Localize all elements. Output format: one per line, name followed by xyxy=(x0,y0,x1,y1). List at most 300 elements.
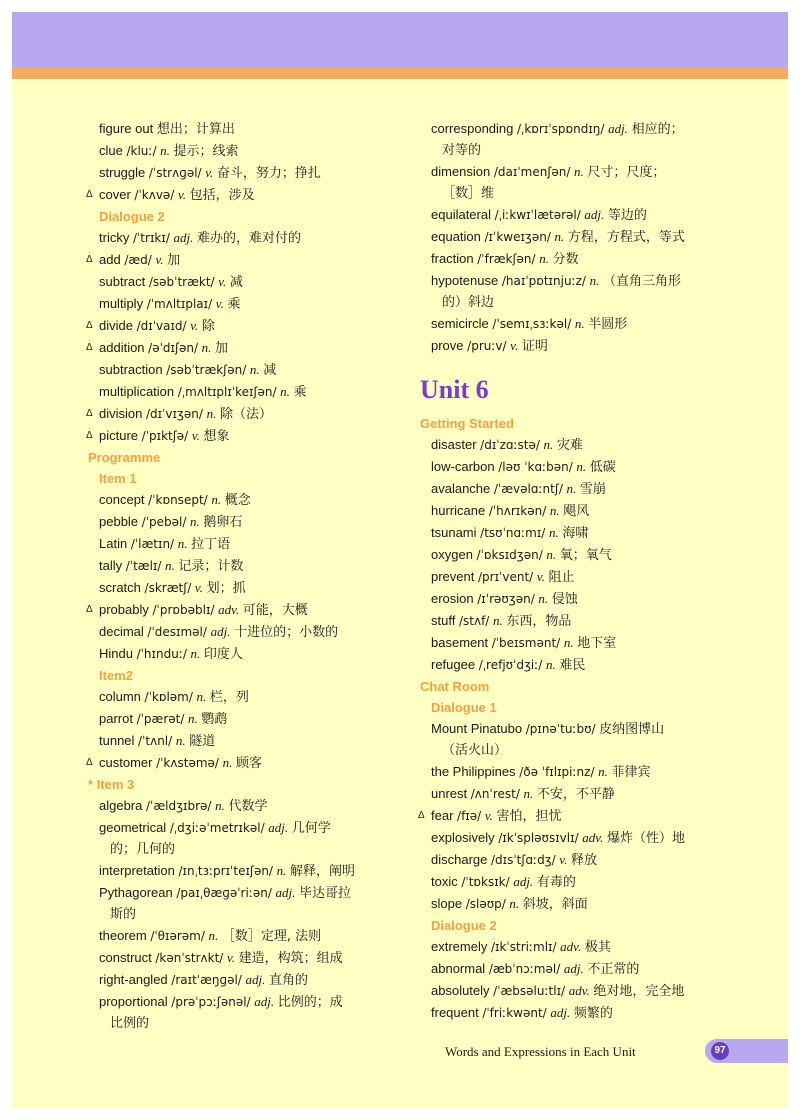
entry-meaning: 代数学 xyxy=(228,799,268,814)
vocab-entry xyxy=(88,511,398,533)
entry-phonetic: /æbˈnɔːməl/ xyxy=(488,962,561,976)
entry-continuation xyxy=(88,904,398,925)
entry-meaning: 分数 xyxy=(552,252,579,267)
delta-mark: Δ xyxy=(86,320,93,331)
entry-word: interpretation xyxy=(99,863,175,878)
entry-part-of-speech: n. xyxy=(538,591,549,606)
entry-part-of-speech: n. xyxy=(548,525,559,540)
entry-word: avalanche xyxy=(431,481,491,496)
entry-phonetic: /ɪˈkweɪʒən/ xyxy=(484,230,551,244)
entry-meaning-continued: 的；几何的 xyxy=(110,842,176,857)
entry-meaning: 概念 xyxy=(224,493,251,508)
entry-word: tunnel xyxy=(99,733,135,748)
vocab-entry xyxy=(88,643,398,665)
entry-phonetic: /səbˈtrækʃən/ xyxy=(166,363,247,377)
entry-meaning: 几何学 xyxy=(291,821,331,836)
entry-meaning: 释放 xyxy=(570,853,597,868)
entry-phonetic: /raɪtˈæŋɡəl/ xyxy=(171,973,242,987)
section-heading xyxy=(420,915,720,936)
entry-meaning: 隧道 xyxy=(189,734,216,749)
entry-word: multiply xyxy=(99,296,144,311)
entry-word: probably xyxy=(99,602,149,617)
entry-phonetic: /ɪkˈspləʊsɪvlɪ/ xyxy=(498,831,579,845)
entry-meaning: 阻止 xyxy=(548,570,575,585)
entry-part-of-speech: adv. xyxy=(568,983,590,998)
entry-phonetic: /ˌkɒrɪˈspɒndɪŋ/ xyxy=(517,122,605,136)
vocab-entry xyxy=(420,335,720,357)
entry-meaning: ［数］定理, 法则 xyxy=(221,929,322,944)
entry-phonetic: /ˈɒksɪdʒən/ xyxy=(476,548,543,562)
vocab-entry xyxy=(420,893,720,915)
vocab-entry xyxy=(88,403,398,425)
entry-phonetic: /ˈkɒləm/ xyxy=(144,690,193,704)
vocab-entry xyxy=(420,161,720,183)
entry-meaning: 菲律宾 xyxy=(611,765,651,780)
vocab-entry xyxy=(88,425,398,447)
right-column-bottom xyxy=(420,413,720,1024)
header-band xyxy=(12,12,788,68)
entry-meaning-continued: 对等的 xyxy=(442,143,482,158)
entry-word: right-angled xyxy=(99,972,168,987)
entry-part-of-speech: v. xyxy=(536,569,545,584)
vocab-entry xyxy=(88,817,398,839)
vocab-entry xyxy=(88,969,398,991)
entry-phonetic: /ˈtʌnl/ xyxy=(138,734,173,748)
entry-meaning: 飓风 xyxy=(563,504,590,519)
entry-meaning: 证明 xyxy=(521,339,548,354)
entry-phonetic: /ˌmʌltɪplɪˈkeɪʃən/ xyxy=(177,385,277,399)
vocab-entry xyxy=(88,599,398,621)
entry-meaning: 爆炸（性）地 xyxy=(606,831,685,846)
entry-word: disaster xyxy=(431,437,477,452)
entry-part-of-speech: v. xyxy=(226,950,236,965)
entry-phonetic: /ˈprɒbəblɪ/ xyxy=(152,603,215,617)
entry-word: discharge xyxy=(431,852,488,867)
vocab-entry xyxy=(420,632,720,654)
entry-part-of-speech: n. xyxy=(188,711,198,726)
entry-word: prevent xyxy=(431,569,475,584)
entry-phonetic: /æd/ xyxy=(124,253,152,267)
entry-word: refugee xyxy=(431,657,476,672)
entry-part-of-speech: adv. xyxy=(560,939,582,954)
entry-part-of-speech: n. xyxy=(249,362,260,377)
section-heading xyxy=(88,206,398,227)
entry-phonetic: /ˈkɒnsept/ xyxy=(148,493,208,507)
delta-mark: Δ xyxy=(86,408,93,419)
entry-meaning: 害怕，担忧 xyxy=(496,809,562,824)
entry-meaning: 包括，涉及 xyxy=(189,188,255,203)
entry-meaning: 记录；计数 xyxy=(178,559,244,574)
entry-phonetic: /ˈpebəl/ xyxy=(141,515,187,529)
vocab-entry xyxy=(88,860,398,882)
entry-part-of-speech: n. xyxy=(211,492,222,507)
vocab-entry xyxy=(420,566,720,588)
entry-word: add xyxy=(99,252,121,267)
entry-part-of-speech: n. xyxy=(574,316,585,331)
entry-part-of-speech: adj. xyxy=(210,624,231,639)
entry-meaning: 雪崩 xyxy=(579,482,606,497)
entry-word: explosively xyxy=(431,830,495,845)
entry-phonetic: /ˈlætɪn/ xyxy=(130,537,175,551)
entry-word: scratch xyxy=(99,580,141,595)
vocab-entry xyxy=(420,226,720,248)
entry-part-of-speech: v. xyxy=(215,296,224,311)
entry-phonetic: /ˈsemɪˌsɜːkəl/ xyxy=(492,317,572,331)
entry-part-of-speech: v. xyxy=(155,252,164,267)
section-label: Getting Started xyxy=(420,416,514,431)
entry-part-of-speech: v. xyxy=(218,274,227,289)
entry-word: hypotenuse xyxy=(431,273,499,288)
right-column-top xyxy=(420,118,720,357)
entry-part-of-speech: n. xyxy=(222,755,233,770)
vocab-entry xyxy=(88,533,398,555)
section-label: Dialogue 2 xyxy=(99,209,165,224)
section-label: Item 1 xyxy=(99,471,137,486)
entry-word: construct xyxy=(99,950,152,965)
vocab-entry xyxy=(88,795,398,817)
delta-mark: Δ xyxy=(86,189,93,200)
entry-part-of-speech: n. xyxy=(215,798,225,813)
entry-part-of-speech: v. xyxy=(191,428,200,443)
entry-part-of-speech: n. xyxy=(208,928,219,943)
section-heading xyxy=(88,447,398,468)
entry-phonetic: /dɪˈvaɪd/ xyxy=(136,319,187,333)
entry-meaning: 想象 xyxy=(203,429,230,444)
entry-phonetic: /dɪˈvɪʒən/ xyxy=(145,407,203,421)
delta-mark: Δ xyxy=(86,342,93,353)
entry-word: prove xyxy=(431,338,464,353)
section-label: Item2 xyxy=(99,668,133,683)
vocab-entry xyxy=(420,118,720,140)
entry-phonetic: /haɪˈpɒtɪnjuːz/ xyxy=(501,274,586,288)
entry-continuation xyxy=(88,839,398,860)
entry-phonetic: /ˌdʒiːəˈmetrɪkəl/ xyxy=(169,821,265,835)
entry-meaning: 加 xyxy=(215,341,229,356)
entry-meaning: 除 xyxy=(201,319,215,334)
entry-word: absolutely xyxy=(431,983,490,998)
vocab-entry xyxy=(88,293,398,315)
entry-meaning: 减 xyxy=(229,275,243,290)
entry-phonetic: /ˈævəlɑːntʃ/ xyxy=(493,482,563,496)
vocab-entry xyxy=(88,162,398,184)
entry-phonetic: /ˈtælɪ/ xyxy=(125,559,162,573)
entry-phonetic: /ˈdesɪməl/ xyxy=(147,625,207,639)
entry-meaning: （直角三角形 xyxy=(602,274,681,289)
entry-meaning: 提示；线索 xyxy=(173,144,239,159)
entry-phonetic: /fɪə/ xyxy=(457,809,482,823)
entry-word: tally xyxy=(99,558,123,573)
vocab-entry xyxy=(420,544,720,566)
entry-word: stuff xyxy=(431,613,456,628)
entry-meaning-continued: 比例的 xyxy=(110,1016,150,1031)
entry-meaning: 加 xyxy=(167,253,181,268)
entry-part-of-speech: adv. xyxy=(582,830,604,845)
entry-word: corresponding xyxy=(431,121,514,136)
vocab-entry xyxy=(88,359,398,381)
entry-part-of-speech: adj. xyxy=(173,230,194,245)
entry-part-of-speech: n. xyxy=(554,229,565,244)
entry-meaning: 半圆形 xyxy=(588,317,628,332)
entry-phonetic: /pruːv/ xyxy=(467,339,507,353)
entry-phonetic: /ɪnˌtɜːprɪˈteɪʃən/ xyxy=(178,864,273,878)
entry-meaning: 划；抓 xyxy=(206,581,246,596)
entry-word: subtraction xyxy=(99,362,163,377)
entry-phonetic: /ˈkʌvə/ xyxy=(134,188,175,202)
vocab-entry xyxy=(88,315,398,337)
entry-part-of-speech: n. xyxy=(546,547,557,562)
section-label: Programme xyxy=(88,450,161,465)
entry-meaning: 鹅卵石 xyxy=(203,515,243,530)
entry-phonetic: /ˈhʌrɪkən/ xyxy=(488,504,547,518)
entry-meaning: 有毒的 xyxy=(536,875,576,890)
entry-meaning: 直角的 xyxy=(268,973,308,988)
section-star: * xyxy=(88,777,94,792)
entry-phonetic: /ˈhɪnduː/ xyxy=(136,647,187,661)
entry-word: algebra xyxy=(99,798,143,813)
entry-meaning: 减 xyxy=(263,363,277,378)
vocab-entry xyxy=(420,980,720,1002)
entry-part-of-speech: v. xyxy=(194,580,203,595)
entry-word: subtract xyxy=(99,274,146,289)
entry-part-of-speech: n. xyxy=(598,764,608,779)
vocab-entry xyxy=(420,610,720,632)
entry-meaning: 建造，构筑；组成 xyxy=(238,951,343,966)
vocab-entry xyxy=(420,654,720,676)
unit-title: Unit 6 xyxy=(420,375,489,404)
entry-word: the Philippines xyxy=(431,764,516,779)
entry-phonetic: /skrætʃ/ xyxy=(144,581,192,595)
entry-phonetic: /ləʊ ˈkɑːbən/ xyxy=(498,460,573,474)
entry-meaning: 灾难 xyxy=(556,438,583,453)
entry-phonetic: /pɪnəˈtuːbʊ/ xyxy=(525,722,596,736)
vocab-entry xyxy=(420,783,720,805)
entry-meaning: 侵蚀 xyxy=(551,592,578,607)
entry-meaning: 尺寸；尺度； xyxy=(587,165,666,180)
entry-part-of-speech: n. xyxy=(190,646,201,661)
entry-word: multiplication xyxy=(99,384,175,399)
section-label: Dialogue 2 xyxy=(431,918,497,933)
entry-word: frequent xyxy=(431,1005,479,1020)
entry-part-of-speech: n. xyxy=(563,635,574,650)
entry-word: parrot xyxy=(99,711,133,726)
section-heading xyxy=(88,468,398,489)
vocab-entry xyxy=(88,621,398,643)
entry-word: dimension xyxy=(431,164,491,179)
entry-word: oxygen xyxy=(431,547,473,562)
delta-mark: Δ xyxy=(86,604,93,615)
entry-part-of-speech: adj. xyxy=(563,961,584,976)
vocab-entry xyxy=(420,1002,720,1024)
entry-meaning: 相应的； xyxy=(631,122,684,137)
vocab-entry xyxy=(420,313,720,335)
vocab-entry xyxy=(88,337,398,359)
entry-phonetic: /ðə ˈfɪlɪpiːnz/ xyxy=(519,765,595,779)
entry-phonetic: /ˈfrækʃən/ xyxy=(477,252,536,266)
entry-meaning: 奋斗，努力；挣扎 xyxy=(216,166,321,181)
entry-phonetic: /ˈkʌstəmə/ xyxy=(156,756,219,770)
entry-word: Pythagorean xyxy=(99,885,173,900)
entry-meaning-continued: （活火山） xyxy=(442,743,508,758)
entry-meaning: 氧；氧气 xyxy=(559,548,612,563)
entry-meaning: 不正常的 xyxy=(587,962,640,977)
entry-word: abnormal xyxy=(431,961,486,976)
entry-meaning: 栏，列 xyxy=(209,690,249,705)
entry-meaning: 低碳 xyxy=(589,460,616,475)
entry-meaning: 鹦鹉 xyxy=(201,712,228,727)
entry-phonetic: /ˈbeɪsmənt/ xyxy=(491,636,561,650)
entry-part-of-speech: v. xyxy=(177,187,187,202)
entry-meaning: 顾客 xyxy=(235,756,262,771)
delta-mark: Δ xyxy=(86,430,93,441)
vocab-entry xyxy=(420,718,720,740)
left-column xyxy=(88,118,398,1034)
entry-word: picture xyxy=(99,428,139,443)
vocab-entry xyxy=(420,849,720,871)
entry-phonetic: /səbˈtrækt/ xyxy=(148,275,215,289)
entry-word: tricky xyxy=(99,230,130,245)
entry-part-of-speech: n. xyxy=(175,733,186,748)
entry-phonetic: /tsʊˈnɑːmɪ/ xyxy=(480,526,546,540)
entry-phonetic: /ˈstrʌɡəl/ xyxy=(148,166,202,180)
entry-meaning: 不安，不平静 xyxy=(536,787,615,802)
entry-phonetic: /ˈfriːkwənt/ xyxy=(482,1006,547,1020)
entry-phonetic: /ɪˈrəʊʒən/ xyxy=(477,592,535,606)
entry-part-of-speech: v. xyxy=(190,318,199,333)
entry-phonetic: /daɪˈmenʃən/ xyxy=(493,165,571,179)
entry-word: basement xyxy=(431,635,489,650)
section-heading xyxy=(88,774,398,795)
vocab-entry xyxy=(420,936,720,958)
entry-phonetic: /ˈpɪktʃə/ xyxy=(141,429,189,443)
delta-mark: Δ xyxy=(86,254,93,265)
entry-phonetic: /ˈældʒɪbrə/ xyxy=(146,799,212,813)
entry-word: Latin xyxy=(99,536,128,551)
entry-word: geometrical xyxy=(99,820,167,835)
vocab-entry xyxy=(88,249,398,271)
entry-word: concept xyxy=(99,492,145,507)
entry-phonetic: /ˈmʌltɪplaɪ/ xyxy=(146,297,213,311)
entry-continuation xyxy=(420,292,720,313)
section-label: Item 3 xyxy=(96,777,135,792)
vocab-entry xyxy=(420,248,720,270)
entry-meaning-continued: 斯的 xyxy=(110,907,137,922)
entry-phonetic: /ʌnˈrest/ xyxy=(470,787,520,801)
entry-meaning: 斜坡，斜面 xyxy=(522,897,588,912)
vocab-entry xyxy=(88,752,398,774)
entry-part-of-speech: adj. xyxy=(275,885,296,900)
vocab-entry xyxy=(88,489,398,511)
entry-part-of-speech: n. xyxy=(206,406,217,421)
delta-mark: Δ xyxy=(418,810,425,821)
entry-part-of-speech: n. xyxy=(276,863,287,878)
entry-word: slope xyxy=(431,896,463,911)
vocab-entry xyxy=(420,871,720,893)
entry-phonetic: /ɪkˈstriːmlɪ/ xyxy=(490,940,557,954)
entry-meaning: 毕达哥拉 xyxy=(299,886,352,901)
entry-meaning: 比例的；成 xyxy=(277,995,343,1010)
entry-meaning: 东西，物品 xyxy=(506,614,572,629)
entry-meaning: 乘 xyxy=(227,297,241,312)
section-heading xyxy=(420,413,720,434)
entry-part-of-speech: n. xyxy=(492,613,503,628)
entry-word: equation xyxy=(431,229,481,244)
entry-word: Mount Pinatubo xyxy=(431,721,523,736)
entry-meaning: 海啸 xyxy=(562,526,589,541)
entry-word: fear xyxy=(431,808,454,823)
vocab-entry xyxy=(420,434,720,456)
entry-phonetic: /ˈpærət/ xyxy=(136,712,185,726)
vocab-entry xyxy=(88,730,398,752)
entry-continuation xyxy=(88,1013,398,1034)
entry-part-of-speech: n. xyxy=(545,657,556,672)
entry-meaning-continued: ［数］维 xyxy=(442,186,495,201)
vocab-entry xyxy=(88,577,398,599)
entry-continuation xyxy=(420,140,720,161)
vocab-entry xyxy=(420,958,720,980)
entry-part-of-speech: n. xyxy=(539,251,549,266)
entry-meaning: 可能，大概 xyxy=(242,603,308,618)
vocab-entry xyxy=(420,827,720,849)
vocab-entry xyxy=(420,761,720,783)
vocab-entry xyxy=(420,456,720,478)
vocab-entry xyxy=(88,184,398,206)
entry-part-of-speech: n. xyxy=(190,514,200,529)
entry-word: pebble xyxy=(99,514,139,529)
entry-continuation xyxy=(420,183,720,204)
entry-phonetic: /dɪsˈtʃɑːdʒ/ xyxy=(491,853,556,867)
textbook-page xyxy=(12,12,788,1108)
entry-part-of-speech: v. xyxy=(559,852,568,867)
entry-phonetic: /sləʊp/ xyxy=(465,897,506,911)
entry-part-of-speech: v. xyxy=(205,165,214,180)
entry-part-of-speech: adj. xyxy=(513,874,534,889)
entry-part-of-speech: n. xyxy=(177,536,188,551)
entry-part-of-speech: adj. xyxy=(254,994,275,1009)
entry-phonetic: /ˈθɪərəm/ xyxy=(150,929,205,943)
entry-meaning: 方程，方程式，等式 xyxy=(567,230,685,245)
entry-word: semicircle xyxy=(431,316,489,331)
section-heading xyxy=(88,665,398,686)
entry-phonetic: /prəˈpɔːʃənəl/ xyxy=(171,995,251,1009)
entry-word: toxic xyxy=(431,874,458,889)
entry-word: cover xyxy=(99,187,131,202)
entry-word: divide xyxy=(99,318,133,333)
entry-word: erosion xyxy=(431,591,474,606)
entry-part-of-speech: n. xyxy=(196,689,207,704)
vocab-entry xyxy=(88,708,398,730)
entry-part-of-speech: n. xyxy=(549,503,560,518)
right-column xyxy=(420,118,720,1024)
entry-part-of-speech: n. xyxy=(543,437,554,452)
entry-phonetic: /ˈtrɪkɪ/ xyxy=(132,231,170,245)
vocab-entry xyxy=(88,555,398,577)
entry-part-of-speech: n. xyxy=(566,481,577,496)
entry-meaning: 极其 xyxy=(584,940,611,955)
entry-word: addition xyxy=(99,340,145,355)
entry-meaning: 等边的 xyxy=(607,208,647,223)
entry-word: clue xyxy=(99,143,123,158)
entry-word: Hindu xyxy=(99,646,133,661)
entry-meaning: 皮纳图博山 xyxy=(599,722,665,737)
entry-word: extremely xyxy=(431,939,488,954)
entry-phonetic: /stʌf/ xyxy=(458,614,490,628)
section-heading xyxy=(420,697,720,718)
vocab-entry xyxy=(420,500,720,522)
entry-continuation xyxy=(420,740,720,761)
vocab-entry xyxy=(420,270,720,292)
entry-phonetic: /ˈtɒksɪk/ xyxy=(461,875,510,889)
entry-meaning: 频繁的 xyxy=(573,1006,613,1021)
